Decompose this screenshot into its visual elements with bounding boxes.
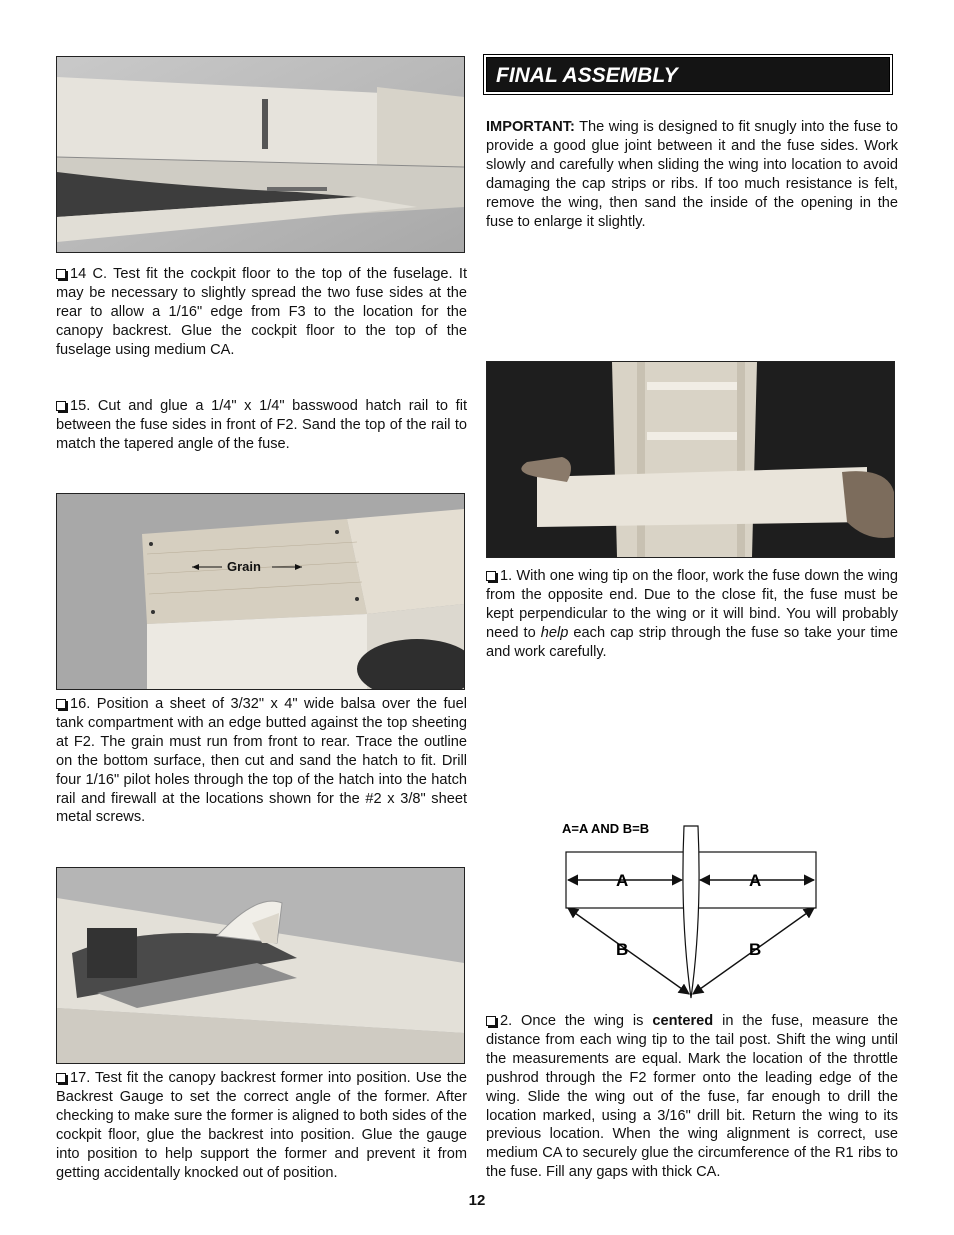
step-16: 16. Position a sheet of 3/32" x 4" wide balsa over the fuel tank compartment with an edge butted against the top sheeting at F2. The grain must run from front to rear. Trace the outline on the bottom surface, then cut and sand the hatch to fit. Drill four 1/16" pilot holes through the top of the hatch into the hatch rail and firewall at the locations shown for the #2 x 3/8" sheet metal screws.	[56, 696, 467, 826]
checkbox-icon[interactable]	[56, 269, 66, 279]
step-15: 15. Cut and glue a 1/4" x 1/4" basswood hatch rail to fit between the fuse sides in front of F2. Sand the top of the rail to match the tapered angle of the fuse.	[56, 398, 467, 452]
important-label: IMPORTANT:	[486, 119, 575, 135]
page-number: 12	[468, 1192, 486, 1209]
photo-cockpit-floor	[56, 56, 465, 253]
step-1: 1. With one wing tip on the floor, work the fuse down the wing from the opposite end. Due to the close fit, the fuse must be kept perpendicular to the wing or it will bind. You will probably need to help each cap strip through the fuse so take your time and work carefully.	[486, 568, 899, 660]
checkbox-icon[interactable]	[56, 699, 66, 709]
grain-label: Grain	[227, 559, 261, 574]
section-title: FINAL ASSEMBLY	[486, 57, 890, 92]
photo-hatch-grain	[56, 493, 465, 690]
important-note: IMPORTANT: The wing is designed to fit snugly into the fuse to provide a good glue joint between it and the fuse sides. Work slowly and carefully when sliding the wing into location to avoid damaging the cap strips or ribs. If too much resistance is felt, remove the wing, then sand the inside of the opening in the fuse to enlarge it slightly.	[486, 119, 898, 230]
checkbox-icon[interactable]	[486, 1016, 496, 1026]
step-14c: 14 C. Test fit the cockpit floor to the top of the fuselage. It may be necessary to slightly spread the two fuse sides at the rear to allow a 1/16" edge from F3 to the location for the canopy backrest. Glue the cockpit floor to the top of the fuselage using medium CA.	[56, 266, 467, 358]
label-a-left: A	[616, 871, 629, 890]
label-b-left: B	[616, 940, 629, 959]
label-a-right: A	[749, 871, 762, 890]
wing-alignment-diagram	[556, 818, 826, 1002]
checkbox-icon[interactable]	[486, 571, 496, 581]
checkbox-icon[interactable]	[56, 401, 66, 411]
checkbox-icon[interactable]	[56, 1073, 66, 1083]
photo-canopy-backrest	[56, 867, 465, 1064]
step-17: 17. Test fit the canopy backrest former into position. Use the Backrest Gauge to set the correct angle of the former. After checking to make sure the former is aligned to both sides of the cockpit floor, glue the backrest into position. Glue the gauge into position to help support the former and prevent it from getting accidentally knocked out of position.	[56, 1070, 467, 1181]
photo-wing-fuse	[486, 361, 895, 558]
step-2: 2. Once the wing is centered in the fuse, measure the distance from each wing tip to the tail post. Shift the wing until the measurements are equal. Mark the location of the throttle pushrod through the F2 former onto the leading edge of the wing. Slide the wing out of the fuse, far enough to drill the location marked, using a 3/16" drill bit. Return the wing to its previous location. When the wing alignment is correct, use medium CA to securely glue the circumference of the R1 ribs to the fuse. Fill any gaps with thick CA.	[486, 1013, 899, 1181]
diagram-title: A=A AND B=B	[562, 821, 650, 836]
label-b-right: B	[749, 940, 762, 959]
